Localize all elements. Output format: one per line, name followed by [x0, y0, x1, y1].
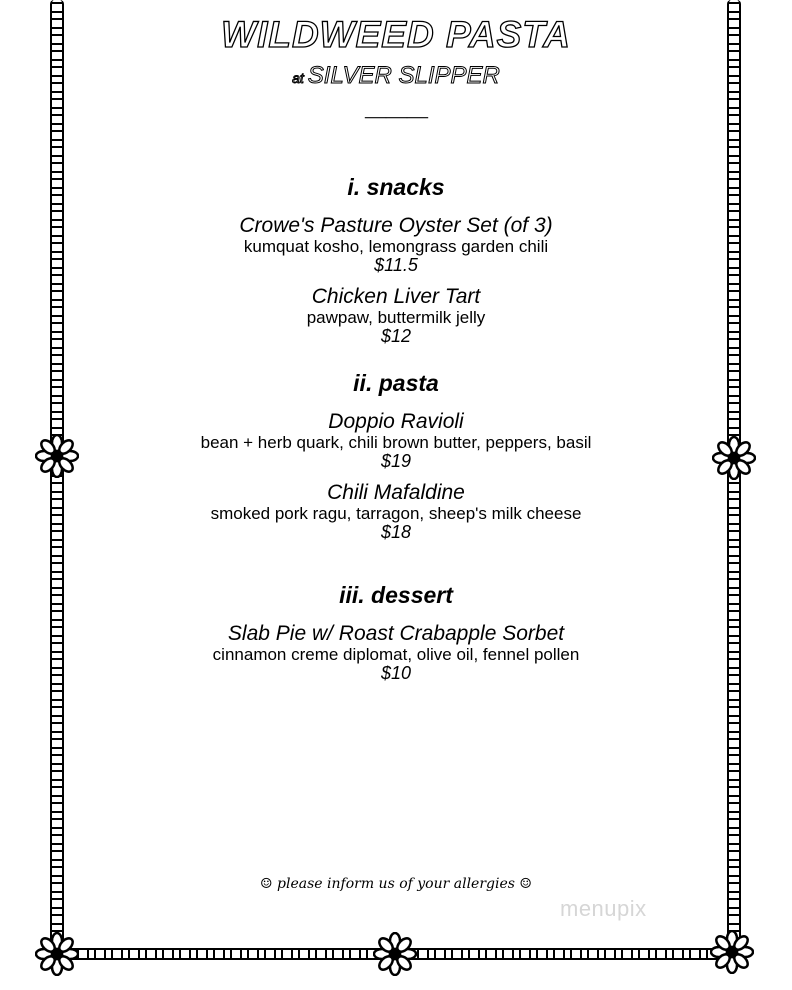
left-chain-border — [50, 0, 64, 960]
item-description: cinnamon creme diplomat, olive oil, fennel pollen — [212, 645, 580, 664]
menu-section-snacks — [100, 174, 692, 346]
restaurant-title: WILDWEED PASTA — [221, 14, 571, 55]
right-chain-border — [727, 0, 741, 960]
allergy-note: ☺ please inform us of your allergies ☺ — [260, 876, 532, 892]
menu-section-dessert — [100, 582, 692, 683]
menu-item — [100, 482, 692, 542]
item-description: bean + herb quark, chili brown butter, peppers, basil — [200, 433, 592, 452]
daisy-flower-icon — [710, 930, 754, 974]
ornament-divider: ⸺⸺⸺ — [364, 109, 428, 124]
menu-body — [100, 174, 692, 683]
daisy-flower-icon — [373, 932, 417, 976]
item-name: Chili Mafaldine — [327, 481, 465, 504]
section-heading: iii. dessert — [339, 582, 453, 608]
item-price: $18 — [380, 522, 412, 542]
item-description: pawpaw, buttermilk jelly — [306, 308, 486, 327]
menu-item — [100, 286, 692, 346]
item-price: $10 — [380, 663, 412, 683]
daisy-flower-icon — [35, 932, 79, 976]
menu-item — [100, 411, 692, 471]
item-name: Doppio Ravioli — [328, 410, 464, 433]
daisy-flower-icon — [35, 434, 79, 478]
item-price: $19 — [380, 451, 412, 471]
watermark: menupix — [560, 896, 647, 921]
menu-item — [100, 215, 692, 275]
item-price: $11.5 — [374, 255, 418, 275]
menu-section-pasta — [100, 370, 692, 542]
item-name: Slab Pie w/ Roast Crabapple Sorbet — [227, 622, 565, 645]
item-description: kumquat kosho, lemongrass garden chili — [243, 237, 549, 256]
section-heading: ii. pasta — [353, 370, 439, 396]
venue-name: SILVER SLIPPER — [307, 62, 500, 89]
section-heading: i. snacks — [347, 174, 445, 200]
item-name: Chicken Liver Tart — [311, 285, 481, 308]
item-name: Crowe's Pasture Oyster Set (of 3) — [239, 214, 553, 237]
venue-at-label: at — [292, 70, 304, 86]
item-description: smoked pork ragu, tarragon, sheep's milk cheese — [210, 504, 582, 523]
venue-subtitle — [0, 62, 792, 90]
menu-item — [100, 623, 692, 683]
daisy-flower-icon — [712, 436, 756, 480]
item-price: $12 — [380, 326, 412, 346]
